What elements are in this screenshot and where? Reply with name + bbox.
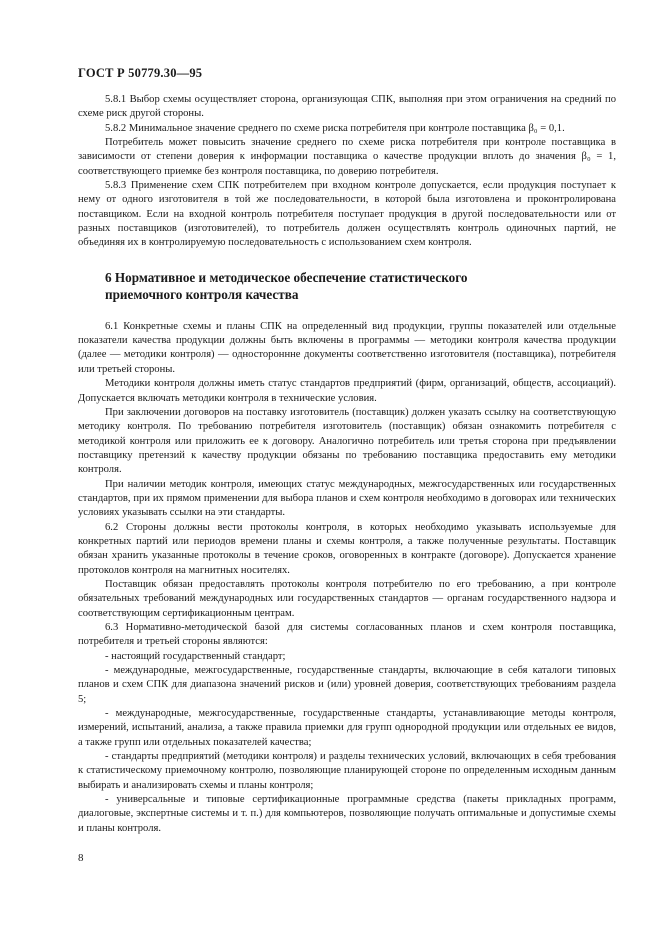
document-body	[78, 93, 616, 836]
list-item: - стандарты предприятий (методики контроля) и разделы технических условий, включающих в себя требования к статистическому приемочному контролю, позволяющие планирующей стороне по определенным исходным данным выбирать и анализировать схемы и планы контроля;	[78, 751, 616, 791]
paragraph: 5.8.3 Применение схем СПК потребителем при входном контроле допускается, если продукция поступает к нему от одного изготовителя в той же последовательности, в которой была изготовлена и проконтролирована поставщиком. Если на входной контроль потребителя поступает продукция в другой последовательности или от разных поставщиков (изготовителей), то потребитель должен осуществлять контроль одиночных партий, не объединяя их в контролируемую последовательность с использованием схем контроля.	[78, 180, 616, 249]
paragraph: 5.8.2 Минимальное значение среднего по схеме риска потребителя при контроле поставщика β₀ = 0,1.	[105, 122, 565, 134]
list-item: - международные, межгосударственные, государственные стандарты, включающие в себя каталоги типовых планов и схем СПК для диапазона значений рисков и (или) уровней доверия, соответствующих требованиям раздела 5;	[78, 665, 616, 705]
paragraph: 6.1 Конкретные схемы и планы СПК на определенный вид продукции, группы показателей или отдельные показатели качества продукции должны быть включены в программы — методики контроля качества продукции (далее — методики контроля) — одностороннне документы соответственно изготовителя (поставщика), потребителя или третьей стороны.	[78, 320, 616, 375]
paragraph: 6.3 Нормативно-методической базой для системы согласованных планов и схем контроля поставщика, потребителя и третьей стороны являются:	[78, 622, 616, 648]
paragraph: При наличии методик контроля, имеющих статус международных, межгосударственных или государственных стандартов, при их прямом применении для выбора планов и схем контроля необходимо в договорах или технических условиях указывать ссылки на эти стандарты.	[78, 478, 616, 519]
paragraph: 6.2 Стороны должны вести протоколы контроля, в которых необходимо указывать используемые для конкретных партий или периодов времени планы и схемы контроля, а также полученные результаты. Поставщик обязан хранить указанные протоколы в течение сроков, оговоренных в контракте (договоре). Допускается хранение протоколов контроля на магнитных носителях.	[78, 521, 616, 576]
paragraph: Потребитель может повысить значение среднего по схеме риска потребителя при контроле поставщика в зависимости от степени доверия к информации поставщика о качестве продукции вплоть до значения β₀ = 1, соответствующего приемке без контроля поставщика, по доверию потребителя.	[78, 137, 616, 177]
list-item: - универсальные и типовые сертификационные программные средства (пакеты прикладных программ, диалоговые, экспертные системы и т. п.) для компьютеров, позволяющие получать оптимальные и допустимые схемы и планы контроля.	[78, 794, 616, 834]
list-item: - международные, межгосударственные, государственные стандарты, устанавливающие методы контроля, измерений, испытаний, анализа, а также правила приемки для групп однородной продукции или отдельных ее видов, а также групп или отдельных показателей качества;	[78, 708, 616, 748]
paragraph: 5.8.1 Выбор схемы осуществляет сторона, организующая СПК, выполняя при этом ограничения на средний по схеме риск другой стороны.	[78, 94, 616, 120]
list-item: - настоящий государственный стандарт;	[105, 650, 286, 662]
section-heading	[78, 269, 616, 303]
paragraph: Методики контроля должны иметь статус стандартов предприятий (фирм, организаций, обществ, ассоциаций). Допускается включать методики контроля в технические условия.	[78, 378, 616, 404]
page-number: 8	[78, 852, 84, 864]
document-header: ГОСТ Р 50779.30—95	[78, 66, 203, 80]
paragraph: Поставщик обязан предоставлять протоколы контроля потребителю по его требованию, а при контроле обязательных требований международных или государственных стандартов — органам государственного надзора и соответствующим сертификационным центрам.	[78, 578, 616, 619]
section-heading-line: 6 Нормативное и методическое обеспечение статистического	[105, 269, 468, 285]
paragraph: При заключении договоров на поставку изготовитель (поставщик) должен указать ссылку на соответствующую методику контроля. По требованию потребителя изготовитель (поставщик) обязан ознакомить потребителя с методикой контроля или приложить ее к договору. Аналогично потребитель или третья сторона при предъявлении поставщику претензий к качеству продукции обязаны по требованию поставщика предоставить ему методики контроля.	[78, 406, 616, 476]
section-heading-line: приемочного контроля качества	[105, 286, 299, 302]
